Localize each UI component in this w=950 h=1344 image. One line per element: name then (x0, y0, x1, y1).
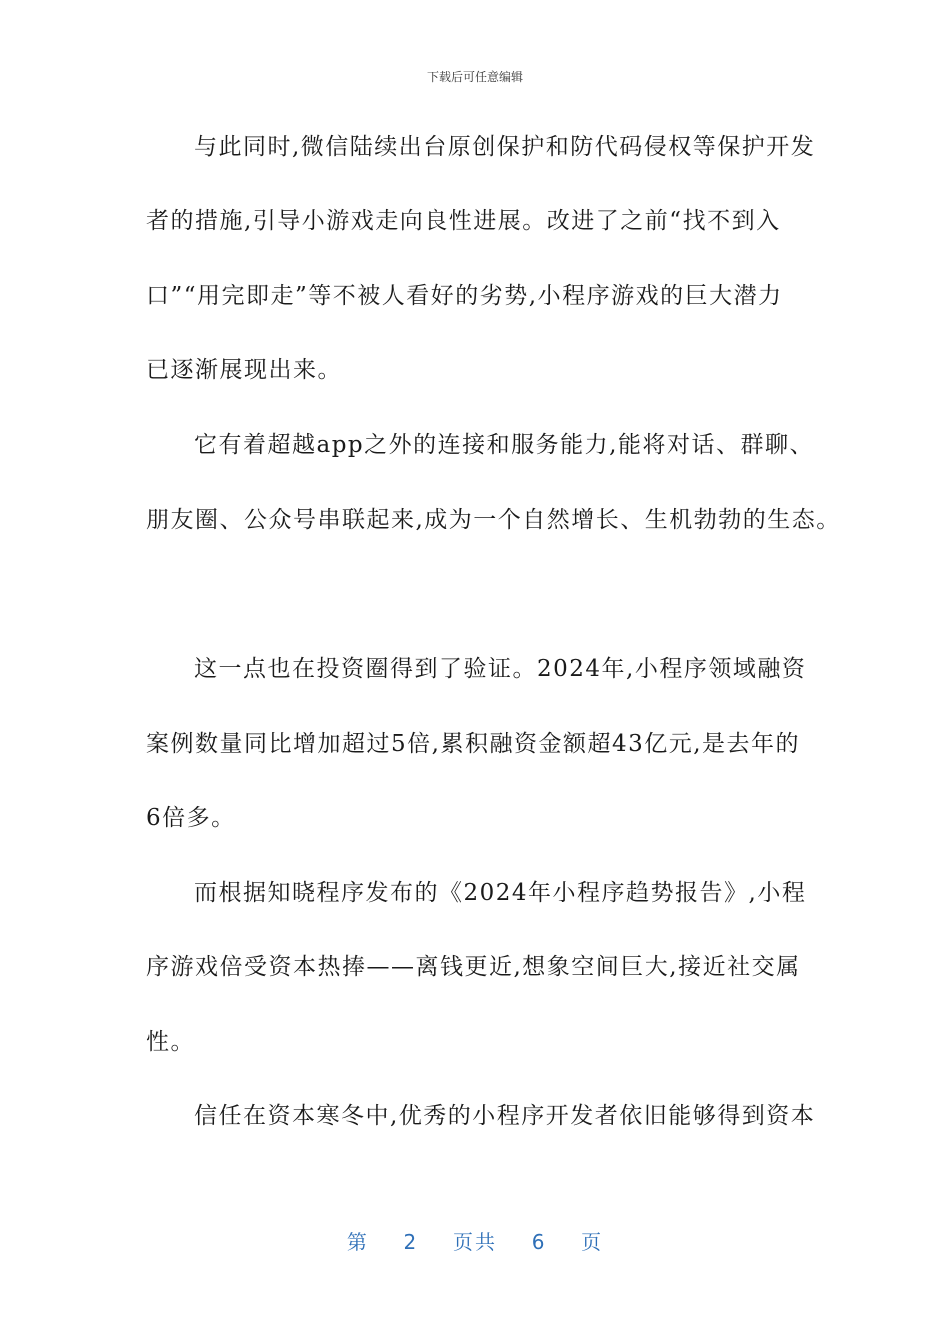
body-line: 信任在资本寒冬中,优秀的小程序开发者依旧能够得到资本 (194, 1103, 816, 1129)
body-line: 者的措施,引导小游戏走向良性进展。改进了之前“找不到入 (146, 208, 781, 234)
page-label-prefix: 第 (346, 1230, 369, 1254)
page-label-suffix: 页 (581, 1230, 604, 1254)
body-line: 序游戏倍受资本热捧——离钱更近,想象空间巨大,接近社交属 (146, 954, 801, 980)
body-line: 6倍多。 (146, 805, 236, 831)
body-line: 案例数量同比增加超过5倍,累积融资金额超43亿元,是去年的 (146, 731, 801, 757)
page-label-middle: 页共 (453, 1230, 497, 1254)
body-line: 这一点也在投资圈得到了验证。2024年,小程序领域融资 (194, 656, 807, 682)
body-line: 与此同时,微信陆续出台原创保护和防代码侵权等保护开发 (194, 134, 816, 160)
body-line: 性。 (146, 1029, 195, 1055)
body-line: 朋友圈、公众号串联起来,成为一个自然增长、生机勃勃的生态。 (146, 507, 841, 533)
current-page-number: 2 (403, 1230, 419, 1254)
body-line: 已逐渐展现出来。 (146, 357, 342, 383)
body-line: 它有着超越app之外的连接和服务能力,能将对话、群聊、 (194, 432, 814, 458)
body-line: 口”“用完即走”等不被人看好的劣势,小程序游戏的巨大潜力 (146, 283, 783, 309)
page-footer (0, 1226, 950, 1255)
total-pages-number: 6 (531, 1230, 547, 1254)
body-line: 而根据知晓程序发布的《2024年小程序趋势报告》,小程 (194, 880, 807, 906)
header-note: 下载后可任意编辑 (426, 70, 523, 84)
